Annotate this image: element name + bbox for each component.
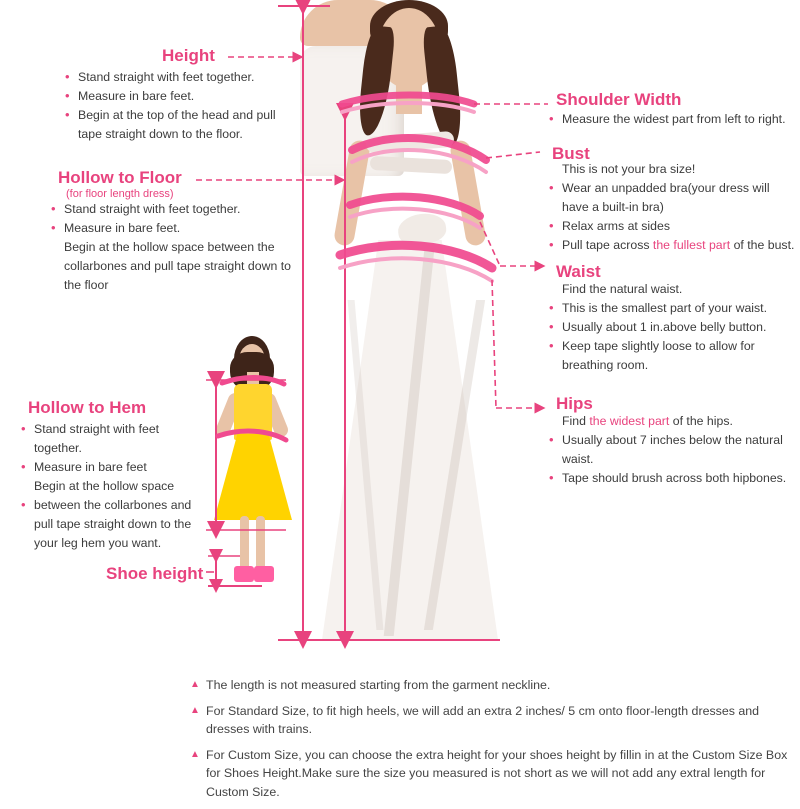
waist-lead: Find the natural waist.: [562, 282, 683, 296]
mini-shoe-left: [234, 566, 254, 582]
list-item: • Measure in bare feet.: [76, 87, 302, 106]
label-bust: Bust: [552, 144, 590, 163]
list-item: • Stand straight with feet together.: [32, 420, 208, 458]
label-shoulder-width: Shoulder Width: [556, 90, 682, 109]
list-item: • between the collarbones and pull tape straight down to the your leg hem you want.: [32, 496, 208, 553]
hair-right: [422, 25, 464, 147]
list-item: Begin at the hollow space between the collarbones and pull tape straight down to the floor: [64, 240, 291, 293]
height-bullets: [62, 68, 302, 144]
hollow-to-floor-subtitle: (for floor length dress): [66, 188, 174, 200]
label-hips: Hips: [556, 394, 593, 413]
hips-highlight: the widest part: [589, 414, 670, 428]
waist-bullets: [546, 280, 796, 375]
model-figure-large: [300, 0, 520, 660]
list-item: • Wear an unpadded bra(your dress will have a built-in bra): [560, 179, 796, 217]
mini-leg-right: [256, 516, 265, 572]
list-item: • Keep tape slightly loose to allow for breathing room.: [560, 337, 796, 375]
mini-shoe-right: [254, 566, 274, 582]
list-item: Begin at the hollow space: [34, 479, 175, 494]
mini-dress-bodice: [234, 384, 272, 440]
mini-leg-left: [240, 516, 249, 572]
list-item: [560, 236, 796, 255]
model-figure-small: [206, 336, 296, 596]
list-item: • Measure the widest part from left to right.: [560, 110, 796, 129]
hips-lead: Find the widest part of the hips.: [562, 414, 733, 428]
label-hollow-to-hem: Hollow to Hem: [28, 398, 147, 417]
list-item: • Tape should brush across both hipbones.: [560, 469, 796, 488]
label-waist: Waist: [556, 262, 601, 281]
hips-bullets: [546, 412, 796, 488]
bust-lead: This is not your bra size!: [562, 162, 696, 176]
list-item: • Relax arms at sides: [560, 217, 796, 236]
note-item: ▲ For Custom Size, you can choose the extra height for your shoes height by fillin in at the Custom Size Box for Shoes Height.Make sure the size you measured is not short as we will not add any extral length for Custom Size.: [190, 746, 790, 802]
note-item: ▲ For Standard Size, to fit high heels, we will add an extra 2 inches/ 5 cm onto floor-length dresses and dresses with trains.: [190, 702, 790, 739]
footer-notes: [190, 676, 790, 809]
hollow-to-hem-bullets: [18, 420, 208, 553]
list-item: • Stand straight with feet together.: [62, 200, 298, 219]
list-item: • Usually about 7 inches below the natural waist.: [560, 431, 796, 469]
shoulder-width-bullets: [546, 110, 796, 129]
list-item: • This is the smallest part of your waist.: [560, 299, 796, 318]
list-item: • Stand straight with feet together.: [76, 68, 302, 87]
bust-pull-text: Pull tape across the fullest part of the bust.: [562, 238, 795, 253]
label-hollow-to-floor: Hollow to Floor: [58, 168, 182, 187]
bust-bullets: [546, 160, 796, 255]
mini-dress-skirt: [214, 434, 292, 520]
arm-right: [449, 139, 487, 247]
note-item: ▲ The length is not measured starting from the garment neckline.: [190, 676, 790, 695]
neck: [396, 78, 422, 114]
list-item: • Measure in bare feet: [32, 458, 208, 477]
label-shoe-height: Shoe height: [106, 564, 204, 583]
list-item: • Measure in bare feet.: [62, 219, 298, 238]
list-item: • Usually about 1 in.above belly button.: [560, 318, 796, 337]
list-item: • Begin at the top of the head and pull tape straight down to the floor.: [76, 106, 302, 144]
bust-highlight: the fullest part: [652, 238, 731, 253]
hollow-to-floor-bullets: [48, 200, 298, 295]
label-height: Height: [162, 46, 215, 65]
